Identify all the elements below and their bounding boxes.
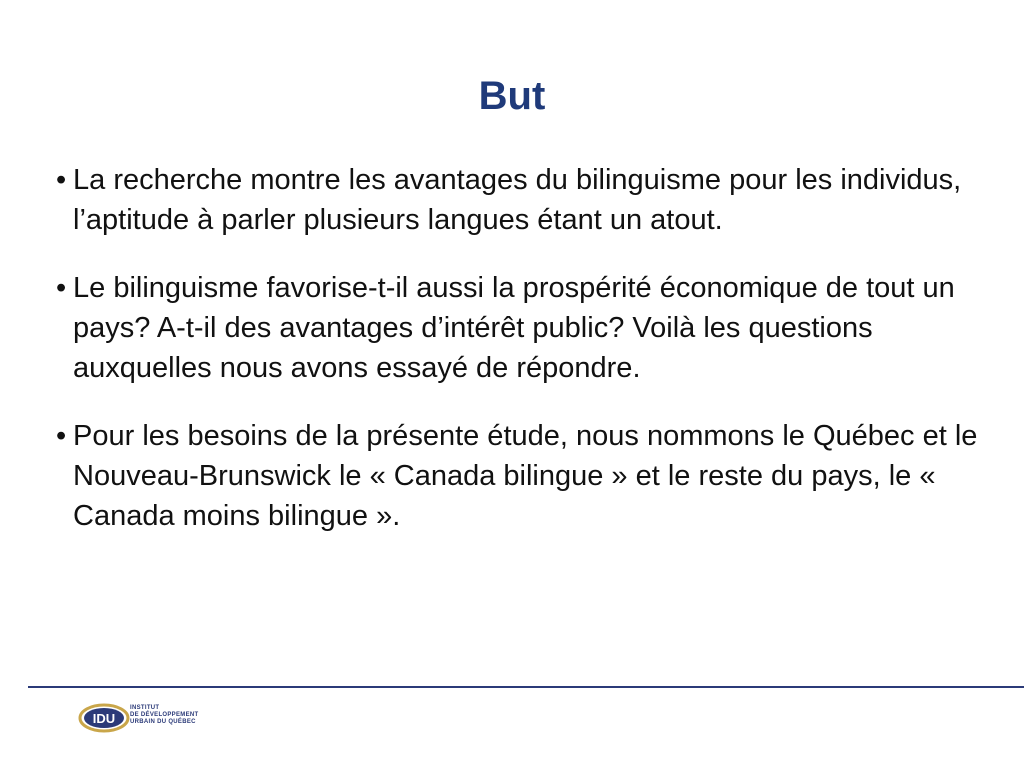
bullet-text: Pour les besoins de la présente étude, nous nommons le Québec et le Nouveau-Brunswick le « Canada bilingue » et le reste du pays, le « Canada moins bilingue ». xyxy=(73,420,978,532)
bullet-symbol: • xyxy=(56,272,67,304)
bullet-item xyxy=(56,268,981,388)
logo-line: DE DÉVELOPPEMENT xyxy=(130,712,199,718)
bullet-text: La recherche montre les avantages du bilinguisme pour les individus, l’aptitude à parler plusieurs langues étant un atout. xyxy=(73,164,962,236)
bullet-list xyxy=(56,160,981,564)
slide-title: But xyxy=(478,74,546,118)
footer-divider xyxy=(28,686,1024,688)
bullet-text: Le bilinguisme favorise-t-il aussi la prospérité économique de tout un pays? A-t-il des avantages d’intérêt public? Voilà les questions auxquelles nous avons essayé de répondre. xyxy=(73,272,955,384)
logo-wordmark xyxy=(130,705,198,726)
logo-line: URBAIN DU QUÉBEC xyxy=(130,719,196,725)
idu-logo-abbr: IDU xyxy=(92,711,116,726)
bullet-item xyxy=(56,160,981,240)
bullet-symbol: • xyxy=(56,420,67,452)
bullet-symbol: • xyxy=(56,164,67,196)
bullet-item xyxy=(56,416,981,536)
logo-line: INSTITUT xyxy=(130,705,160,711)
